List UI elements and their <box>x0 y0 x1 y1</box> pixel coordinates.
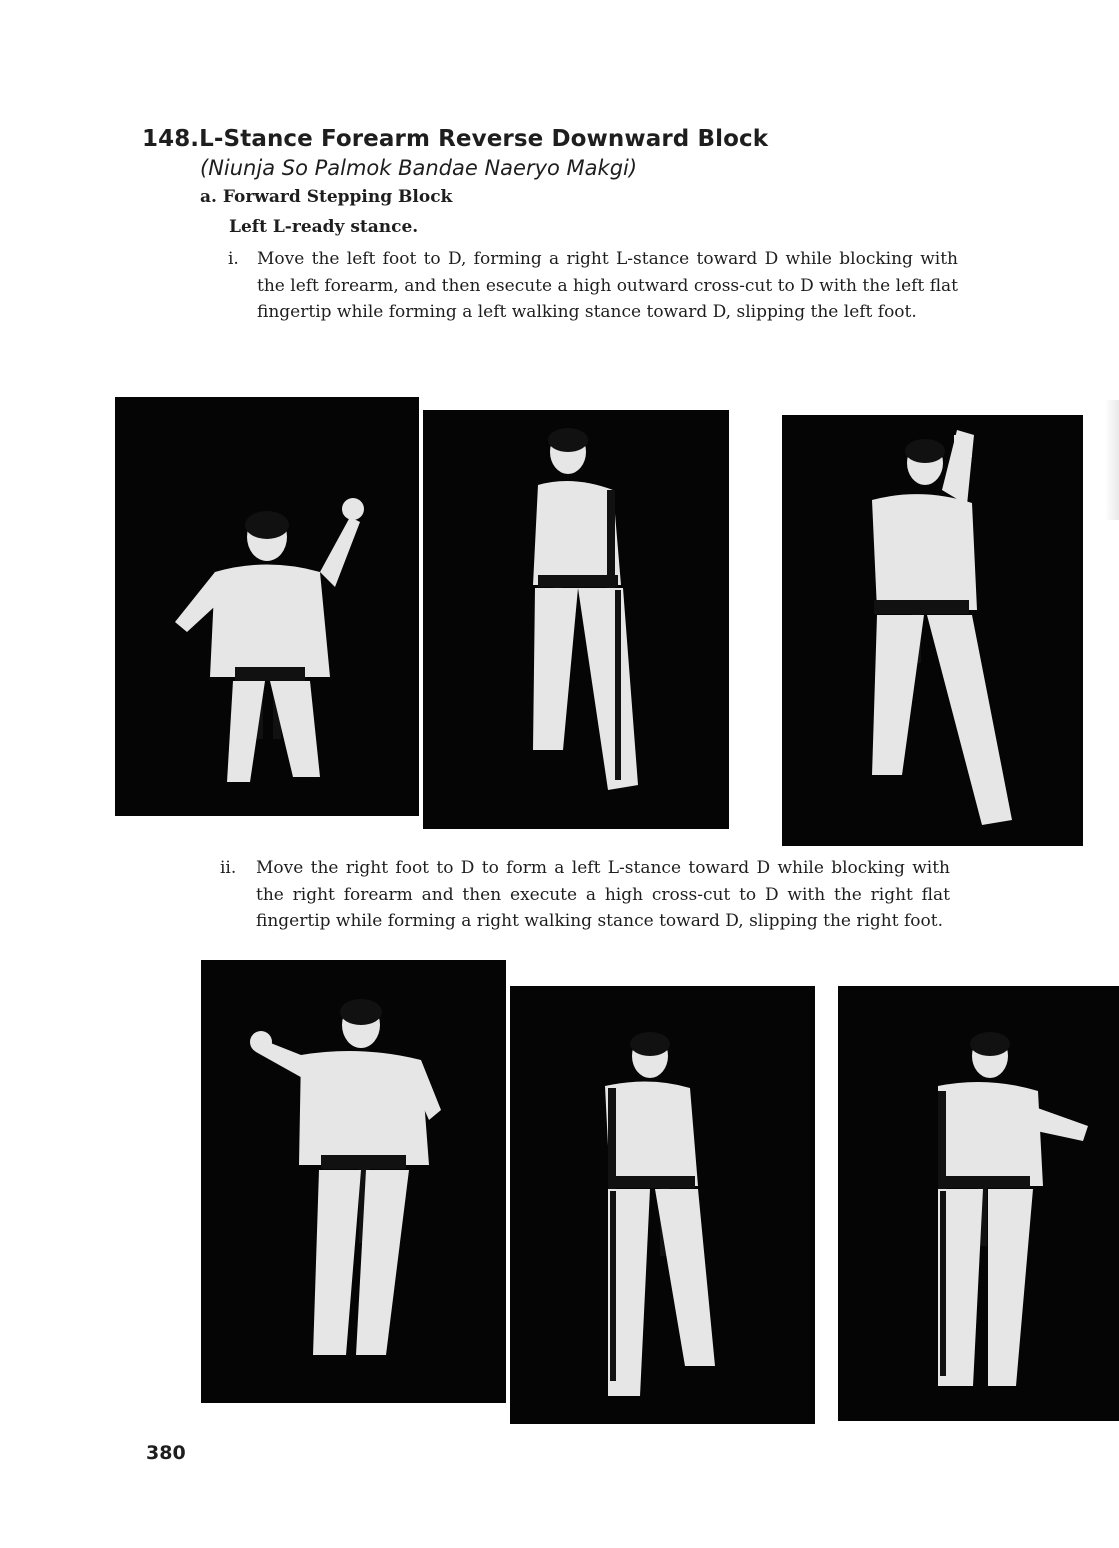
instruction-text: Move the left foot to D, forming a right L-stance toward D while blocking with the left forearm, and then esecute a high outward cross-cut to D with the left flat fingertip while forming a left walking stance toward D, slipping the left foot. <box>257 249 958 322</box>
binding-shadow <box>1105 400 1119 520</box>
instruction-text: Move the right foot to D to form a left L-stance toward D while blocking with the right forearm and then execute a high cross-cut to D with the right flat fingertip while forming a right walking stance toward D, slipping the right foot. <box>256 858 950 931</box>
martial-artist-figure <box>782 415 1083 846</box>
instruction-marker: i. <box>228 249 239 269</box>
section-title: L-Stance Forearm Reverse Downward Block <box>199 126 769 152</box>
martial-artist-figure <box>838 986 1119 1421</box>
section-heading <box>142 124 1062 154</box>
martial-artist-figure <box>423 410 729 829</box>
martial-artist-figure <box>510 986 815 1424</box>
section-subtitle: (Niunja So Palmok Bandae Naeryo Makgi) <box>200 156 638 180</box>
photo-1 <box>115 397 419 816</box>
photo-6 <box>838 986 1119 1421</box>
martial-artist-figure <box>201 960 506 1403</box>
page-number: 380 <box>146 1442 186 1464</box>
photo-5 <box>510 986 815 1424</box>
martial-artist-figure <box>115 397 419 816</box>
ready-stance: Left L-ready stance. <box>229 217 419 237</box>
instruction-i <box>228 246 958 326</box>
instruction-marker: ii. <box>220 858 237 878</box>
photo-2 <box>423 410 729 829</box>
photo-3 <box>782 415 1083 846</box>
step-heading: a. Forward Stepping Block <box>200 187 453 207</box>
photo-4 <box>201 960 506 1403</box>
instruction-ii <box>220 855 950 935</box>
section-number: 148. <box>142 126 200 152</box>
